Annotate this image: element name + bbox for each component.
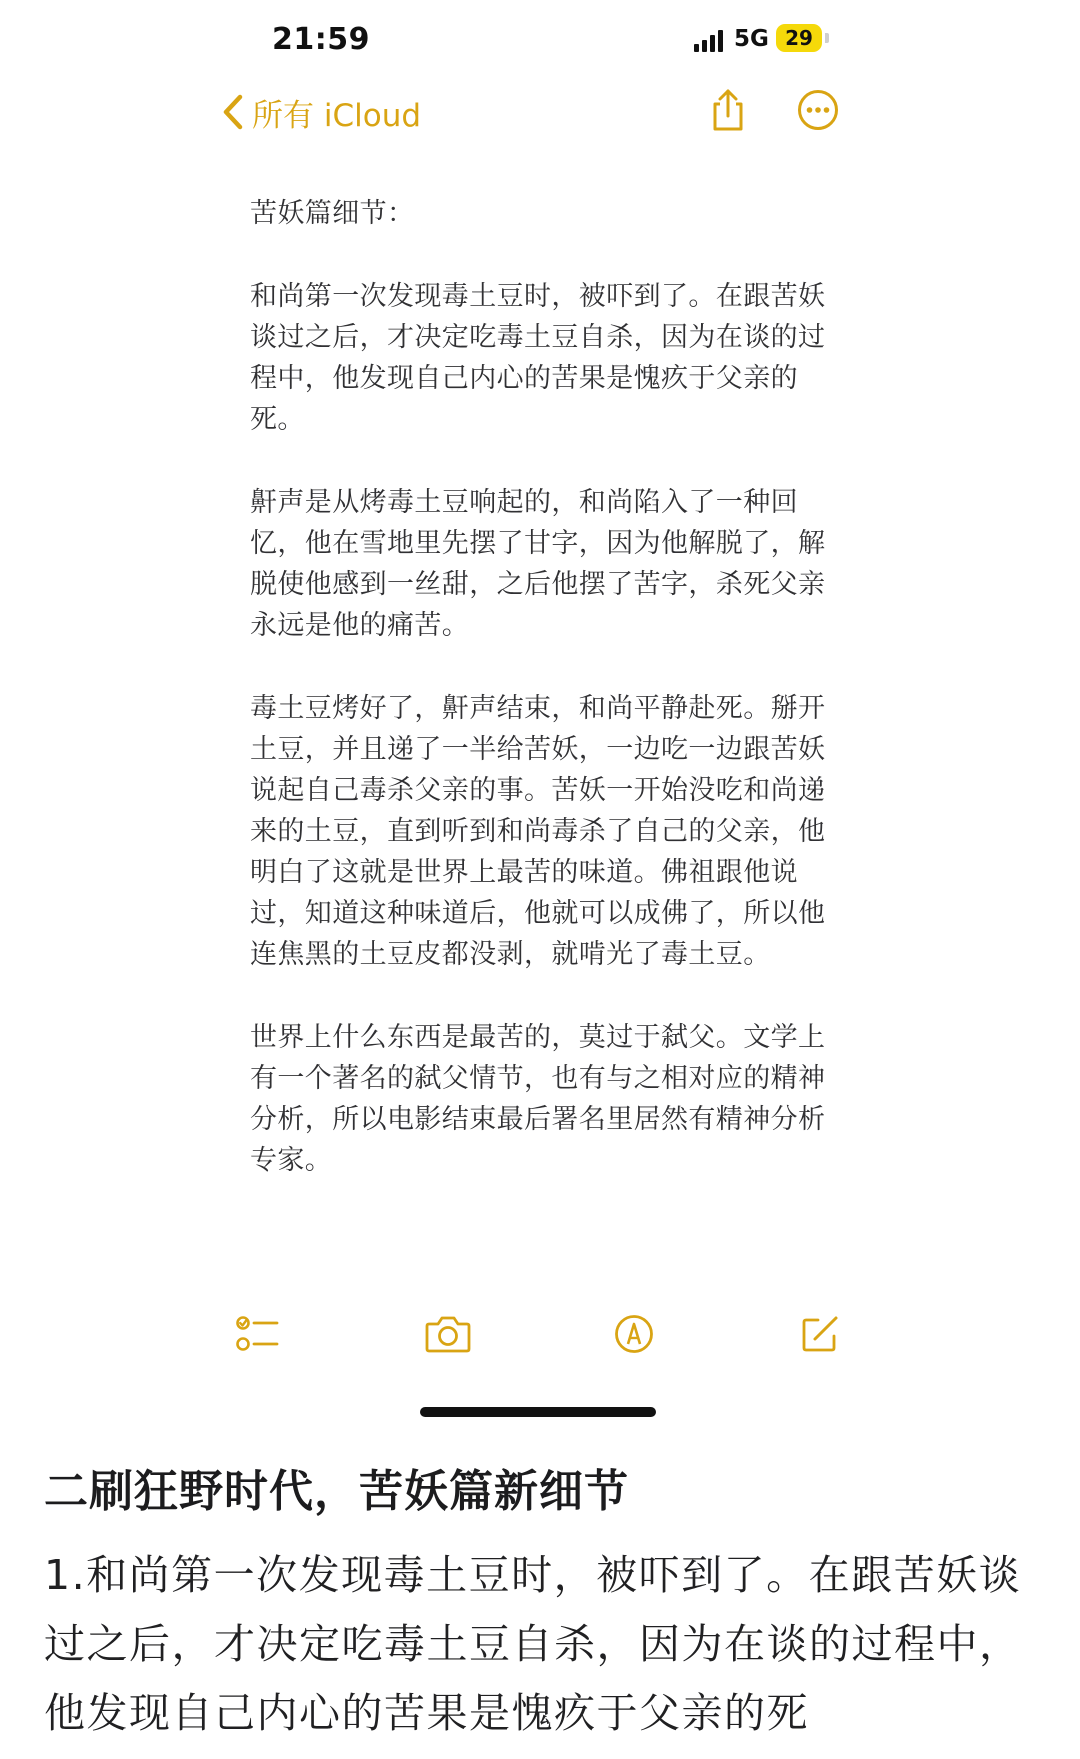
caption-text: 1.和尚第一次发现毒土豆时，被吓到了。在跟苦妖谈过之后，才决定吃毒土豆自杀，因为在谈的过程中，他发现自己内心的苦果是愧疚于父亲的死 (44, 1551, 1022, 1737)
network-type: 5G (734, 26, 769, 52)
markup-pen-icon[interactable] (614, 1314, 654, 1354)
home-indicator (420, 1407, 656, 1417)
battery-indicator: 29 (776, 24, 822, 52)
nav-bar (0, 82, 1080, 142)
caption-title: 二刷狂野时代，苦妖篇新细节 (44, 1466, 629, 1517)
status-bar (0, 18, 1080, 68)
post-caption (44, 1455, 1044, 1748)
chevron-left-icon (222, 94, 244, 130)
back-label: 所有 iCloud (252, 97, 422, 134)
note-paragraph: 鼾声是从烤毒土豆响起的，和尚陷入了一种回忆，他在雪地里先摆了甘字，因为他解脱了，解脱使他感到一丝甜，之后他摆了苦字，杀死父亲永远是他的痛苦。 (250, 487, 826, 641)
note-paragraph: 和尚第一次发现毒土豆时，被吓到了。在跟苦妖谈过之后，才决定吃毒土豆自杀，因为在谈的过程中，他发现自己内心的苦果是愧疚于父亲的死。 (250, 281, 826, 435)
note-title: 苦妖篇细节： (250, 198, 415, 229)
ellipsis-circle-icon[interactable] (796, 88, 840, 132)
compose-icon[interactable] (800, 1314, 840, 1354)
note-body[interactable] (250, 193, 830, 1223)
note-paragraph: 毒土豆烤好了，鼾声结束，和尚平静赴死。掰开土豆，并且递了一半给苦妖，一边吃一边跟苦妖说起自己毒杀父亲的事。苦妖一开始没吃和尚递来的土豆，直到听到和尚毒杀了自己的父亲，他明白了这就是世界上最苦的味道。佛祖跟他说过，知道这种味道后，他就可以成佛了，所以他连焦黑的土豆皮都没剥，就啃光了毒土豆。 (250, 693, 826, 970)
battery-tip (825, 33, 829, 43)
note-paragraph: 世界上什么东西是最苦的，莫过于弑父。文学上有一个著名的弑父情节，也有与之相对应的精神分析，所以电影结束最后署名里居然有精神分析专家。 (250, 1022, 826, 1176)
camera-icon[interactable] (424, 1314, 472, 1354)
status-time: 21:59 (272, 22, 370, 57)
bottom-toolbar (0, 1306, 1080, 1366)
checklist-icon[interactable] (236, 1314, 280, 1354)
share-icon[interactable] (708, 88, 748, 132)
back-button[interactable] (222, 86, 421, 138)
cellular-signal-icon (694, 30, 724, 54)
